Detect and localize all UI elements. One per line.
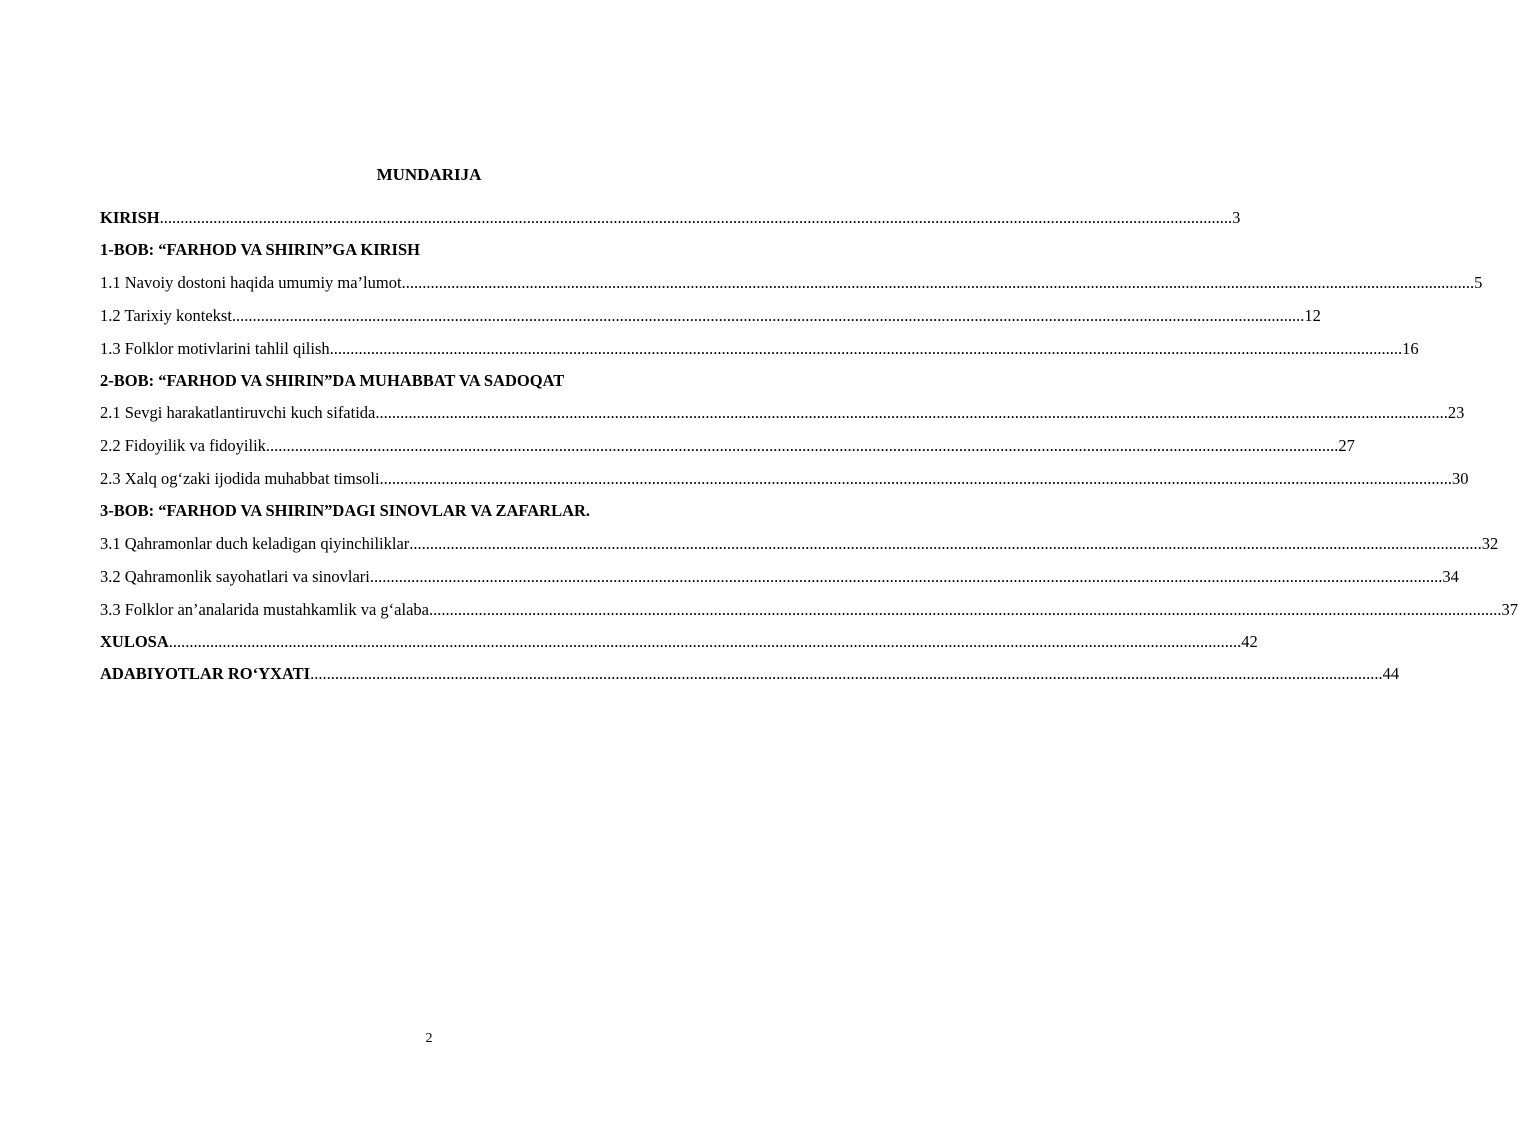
toc-entry-page: 16 xyxy=(1402,339,1419,358)
toc-entry-3-3[interactable] xyxy=(100,597,1518,623)
toc-entry-text: XULOSA xyxy=(100,632,169,651)
toc-entry-1-2[interactable] xyxy=(100,303,1321,329)
toc-entry-2-2[interactable] xyxy=(100,433,1355,459)
toc-entry-1-3[interactable] xyxy=(100,336,1419,362)
toc-entry-2-3[interactable] xyxy=(100,466,1469,492)
toc-entry-page: 5 xyxy=(1474,273,1483,292)
dot-leader xyxy=(330,336,1403,362)
toc-entry-page: 12 xyxy=(1304,306,1321,325)
dot-leader xyxy=(370,564,1443,590)
dot-leader xyxy=(429,597,1502,623)
dot-leader xyxy=(266,433,1339,459)
toc-entry-text: 1.1 Navoiy dostoni haqida umumiy ma’lumot xyxy=(100,273,402,292)
dot-leader xyxy=(409,531,1482,557)
toc-entry-page: 42 xyxy=(1241,632,1258,651)
dot-leader xyxy=(402,270,1475,296)
toc-entry-text: 3.2 Qahramonlik sayohatlari va sinovlari xyxy=(100,567,370,586)
chapter-heading-3[interactable]: 3-BOB: “FARHOD VA SHIRIN”DAGI SINOVLAR VA ZAFARLAR. xyxy=(100,501,591,520)
toc-entry-text: KIRISH xyxy=(100,208,160,227)
toc-entry-3-1[interactable] xyxy=(100,531,1499,557)
toc-entry-page: 30 xyxy=(1452,469,1469,488)
toc-entry-page: 34 xyxy=(1442,567,1459,586)
toc-entry-page: 32 xyxy=(1481,534,1499,553)
toc-entry-adabiyotlar[interactable] xyxy=(100,661,1400,687)
toc-entry-page: 44 xyxy=(1382,664,1400,683)
dot-leader xyxy=(380,466,1453,492)
page-number: 2 xyxy=(425,1031,433,1046)
toc-entry-2-1[interactable] xyxy=(100,400,1465,426)
chapter-heading-2[interactable]: 2-BOB: “FARHOD VA SHIRIN”DA MUHABBAT VA SADOQAT xyxy=(100,371,565,390)
dot-leader xyxy=(169,629,1242,655)
document-title: MUNDARIJA xyxy=(376,165,482,184)
dot-leader xyxy=(232,303,1305,329)
toc-entry-xulosa[interactable] xyxy=(100,629,1258,655)
chapter-heading-1[interactable]: 1-BOB: “FARHOD VA SHIRIN”GA KIRISH xyxy=(100,240,420,259)
toc-entry-text: 3.1 Qahramonlar duch keladigan qiyinchiliklar xyxy=(100,534,410,553)
toc-entry-3-2[interactable] xyxy=(100,564,1459,590)
dot-leader xyxy=(375,400,1448,426)
toc-entry-page: 3 xyxy=(1232,208,1241,227)
toc-entry-page: 37 xyxy=(1501,600,1518,619)
dot-leader xyxy=(160,205,1233,231)
toc-entry-text: 1.3 Folklor motivlarini tahlil qilish xyxy=(100,339,330,358)
toc-entry-text: 2.1 Sevgi harakatlantiruvchi kuch sifatida xyxy=(100,403,376,422)
toc-entry-text: 2.2 Fidoyilik va fidoyilik xyxy=(100,436,266,455)
dot-leader xyxy=(310,661,1383,687)
toc-entry-kirish[interactable] xyxy=(100,205,1240,231)
toc-entry-text: ADABIYOTLAR RO‘YXATI xyxy=(100,664,311,683)
toc-entry-page: 27 xyxy=(1338,436,1355,455)
toc-entry-page: 23 xyxy=(1447,403,1465,422)
toc-entry-1-1[interactable] xyxy=(100,270,1483,296)
toc-entry-text: 2.3 Xalq og‘zaki ijodida muhabbat timsoli xyxy=(100,469,380,488)
toc-entry-text: 1.2 Tarixiy kontekst xyxy=(100,306,232,325)
toc-entry-text: 3.3 Folklor an’analarida mustahkamlik va g‘alaba xyxy=(100,600,429,619)
